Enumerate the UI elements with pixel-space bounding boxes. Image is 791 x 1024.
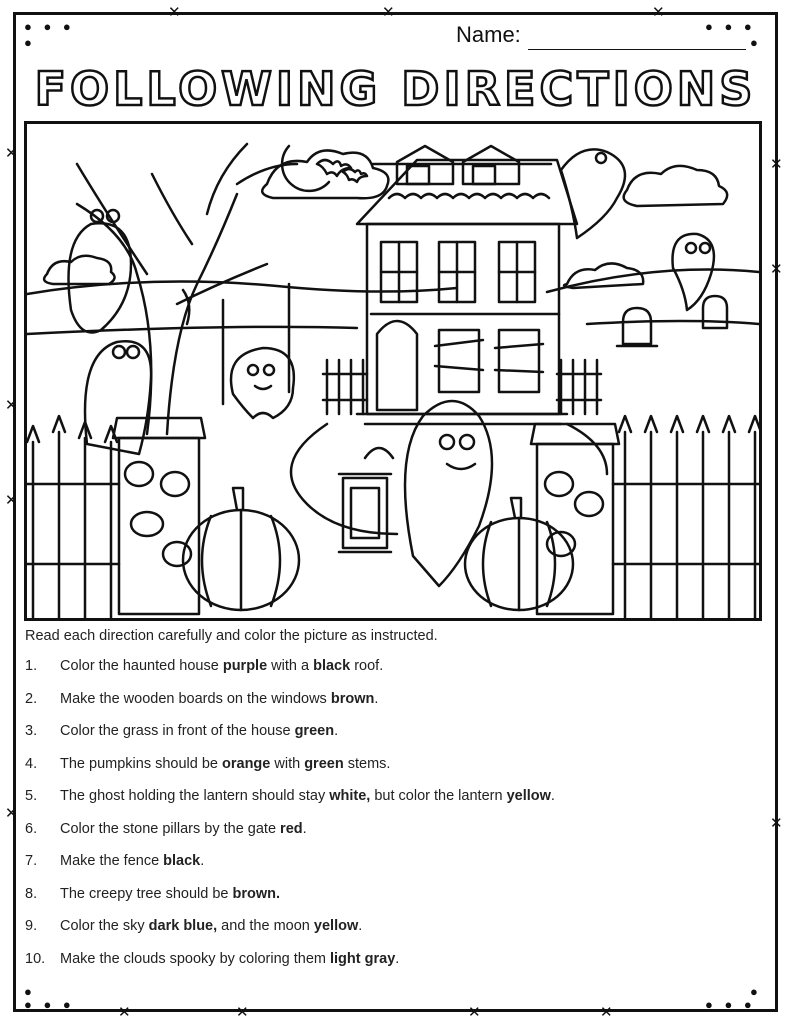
stone-pillar [531, 424, 619, 614]
direction-item [25, 788, 765, 821]
direction-emphasis: light gray [330, 950, 396, 967]
haunted-house [357, 146, 577, 424]
instructions-section [25, 628, 765, 983]
dots-decoration: ● ● ● [24, 19, 75, 34]
direction-fragment: The ghost holding the lantern should stay [60, 788, 330, 804]
direction-item [25, 756, 765, 789]
dots-decoration: ● [750, 35, 762, 50]
direction-number: 9. [25, 918, 38, 934]
x-mark-decoration: ✕ [600, 1003, 613, 1021]
x-mark-decoration: ✕ [5, 491, 18, 509]
direction-fragment: . [302, 820, 307, 837]
direction-fragment: stems. [343, 755, 391, 772]
direction-item [25, 853, 765, 886]
pumpkin-icon [465, 498, 573, 610]
direction-number: 1. [25, 658, 38, 674]
direction-emphasis: black [163, 853, 201, 869]
direction-fragment: . [334, 723, 339, 739]
direction-item [25, 886, 765, 919]
direction-emphasis: white, [329, 788, 371, 804]
direction-fragment: Color the haunted house [60, 658, 223, 674]
direction-fragment: . [200, 853, 205, 869]
direction-fragment: and the moon [217, 918, 314, 934]
coloring-illustration [24, 121, 762, 621]
name-label: Name: [456, 22, 521, 47]
direction-fragment: with [270, 755, 305, 772]
cloud-icon [44, 256, 114, 284]
iron-fence [27, 416, 759, 618]
direction-emphasis: yellow [313, 918, 359, 934]
cloud-icon [624, 166, 728, 206]
x-mark-decoration: ✕ [168, 3, 181, 21]
direction-emphasis: dark blue, [148, 918, 218, 934]
direction-emphasis: purple [222, 658, 268, 674]
ground-line [567, 424, 607, 474]
x-mark-decoration: ✕ [382, 3, 395, 21]
x-mark-decoration: ✕ [770, 814, 783, 832]
dots-decoration: ● ● ● [705, 997, 756, 1012]
page-title: FOLLOWING DIRECTIONS [34, 62, 757, 116]
direction-fragment: . [358, 918, 363, 934]
direction-fragment: roof. [350, 658, 384, 674]
dots-decoration: ● [750, 984, 762, 999]
direction-fragment: The creepy tree should be [60, 885, 233, 902]
directions-list [25, 658, 765, 983]
direction-fragment: Color the grass in front of the house [60, 723, 295, 739]
grass-line [587, 321, 759, 324]
direction-text [60, 723, 338, 739]
x-mark-decoration: ✕ [770, 155, 783, 173]
direction-fragment: with a [267, 658, 314, 674]
x-mark-decoration: ✕ [5, 144, 18, 162]
direction-emphasis: green [294, 723, 335, 739]
direction-emphasis: red [280, 820, 303, 837]
direction-fragment: but color the lantern [370, 788, 507, 804]
x-mark-decoration: ✕ [5, 804, 18, 822]
direction-text [60, 853, 204, 869]
ghost-icon [223, 284, 294, 418]
direction-emphasis: green [304, 755, 344, 772]
pumpkin-icon [183, 488, 299, 610]
direction-item [25, 691, 765, 724]
name-field[interactable] [456, 19, 756, 52]
direction-number: 5. [25, 788, 38, 804]
direction-text [60, 788, 555, 804]
direction-fragment: . [374, 690, 379, 707]
bat-icon [343, 169, 367, 182]
dots-decoration: ● [24, 984, 36, 999]
direction-emphasis: brown [330, 690, 375, 707]
direction-item [25, 821, 765, 854]
direction-fragment: . [395, 950, 400, 967]
dots-decoration: ● [24, 35, 36, 50]
direction-item [25, 723, 765, 756]
x-mark-decoration: ✕ [118, 1003, 131, 1021]
direction-number: 6. [25, 820, 38, 837]
direction-emphasis: black [313, 658, 351, 674]
x-mark-decoration: ✕ [468, 1003, 481, 1021]
direction-emphasis: orange [222, 755, 271, 772]
direction-fragment: The pumpkins should be [60, 755, 223, 772]
ghost-icon [405, 401, 492, 586]
direction-item [25, 918, 765, 951]
direction-fragment: . [550, 788, 555, 804]
direction-number: 7. [25, 853, 38, 869]
dots-decoration: ● ● ● [24, 997, 75, 1012]
direction-number: 8. [25, 885, 38, 902]
x-mark-decoration: ✕ [236, 1003, 249, 1021]
tombstone-icon [703, 296, 727, 328]
direction-emphasis: brown. [232, 885, 281, 902]
direction-number: 3. [25, 723, 38, 739]
dots-decoration: ● ● ● [705, 19, 756, 34]
direction-fragment: Make the wooden boards on the windows [60, 690, 331, 707]
x-mark-decoration: ✕ [652, 3, 665, 21]
name-underline[interactable] [528, 49, 746, 50]
lantern-icon [339, 448, 393, 552]
direction-text [60, 691, 378, 707]
cloud-icon [262, 150, 388, 198]
direction-item [25, 658, 765, 691]
direction-fragment: Color the stone pillars by the gate [60, 820, 281, 837]
direction-number: 10. [25, 950, 46, 967]
direction-text [60, 658, 383, 674]
direction-number: 2. [25, 690, 38, 707]
direction-text [60, 951, 399, 967]
direction-emphasis: yellow [506, 788, 551, 804]
direction-text [60, 918, 362, 934]
grass-line [27, 327, 357, 334]
intro-text: Read each direction carefully and color the picture as instructed. [25, 628, 438, 644]
x-mark-decoration: ✕ [770, 260, 783, 278]
direction-text [60, 821, 307, 837]
direction-text [60, 756, 390, 772]
direction-item [25, 951, 765, 984]
tombstone-icon [617, 308, 657, 346]
direction-fragment: Make the fence [60, 853, 164, 869]
direction-text [60, 886, 280, 902]
direction-fragment: Make the clouds spooky by coloring them [60, 950, 330, 967]
direction-fragment: Color the sky [60, 918, 149, 934]
x-mark-decoration: ✕ [5, 396, 18, 414]
ghost-icon [69, 210, 132, 333]
direction-number: 4. [25, 755, 38, 772]
